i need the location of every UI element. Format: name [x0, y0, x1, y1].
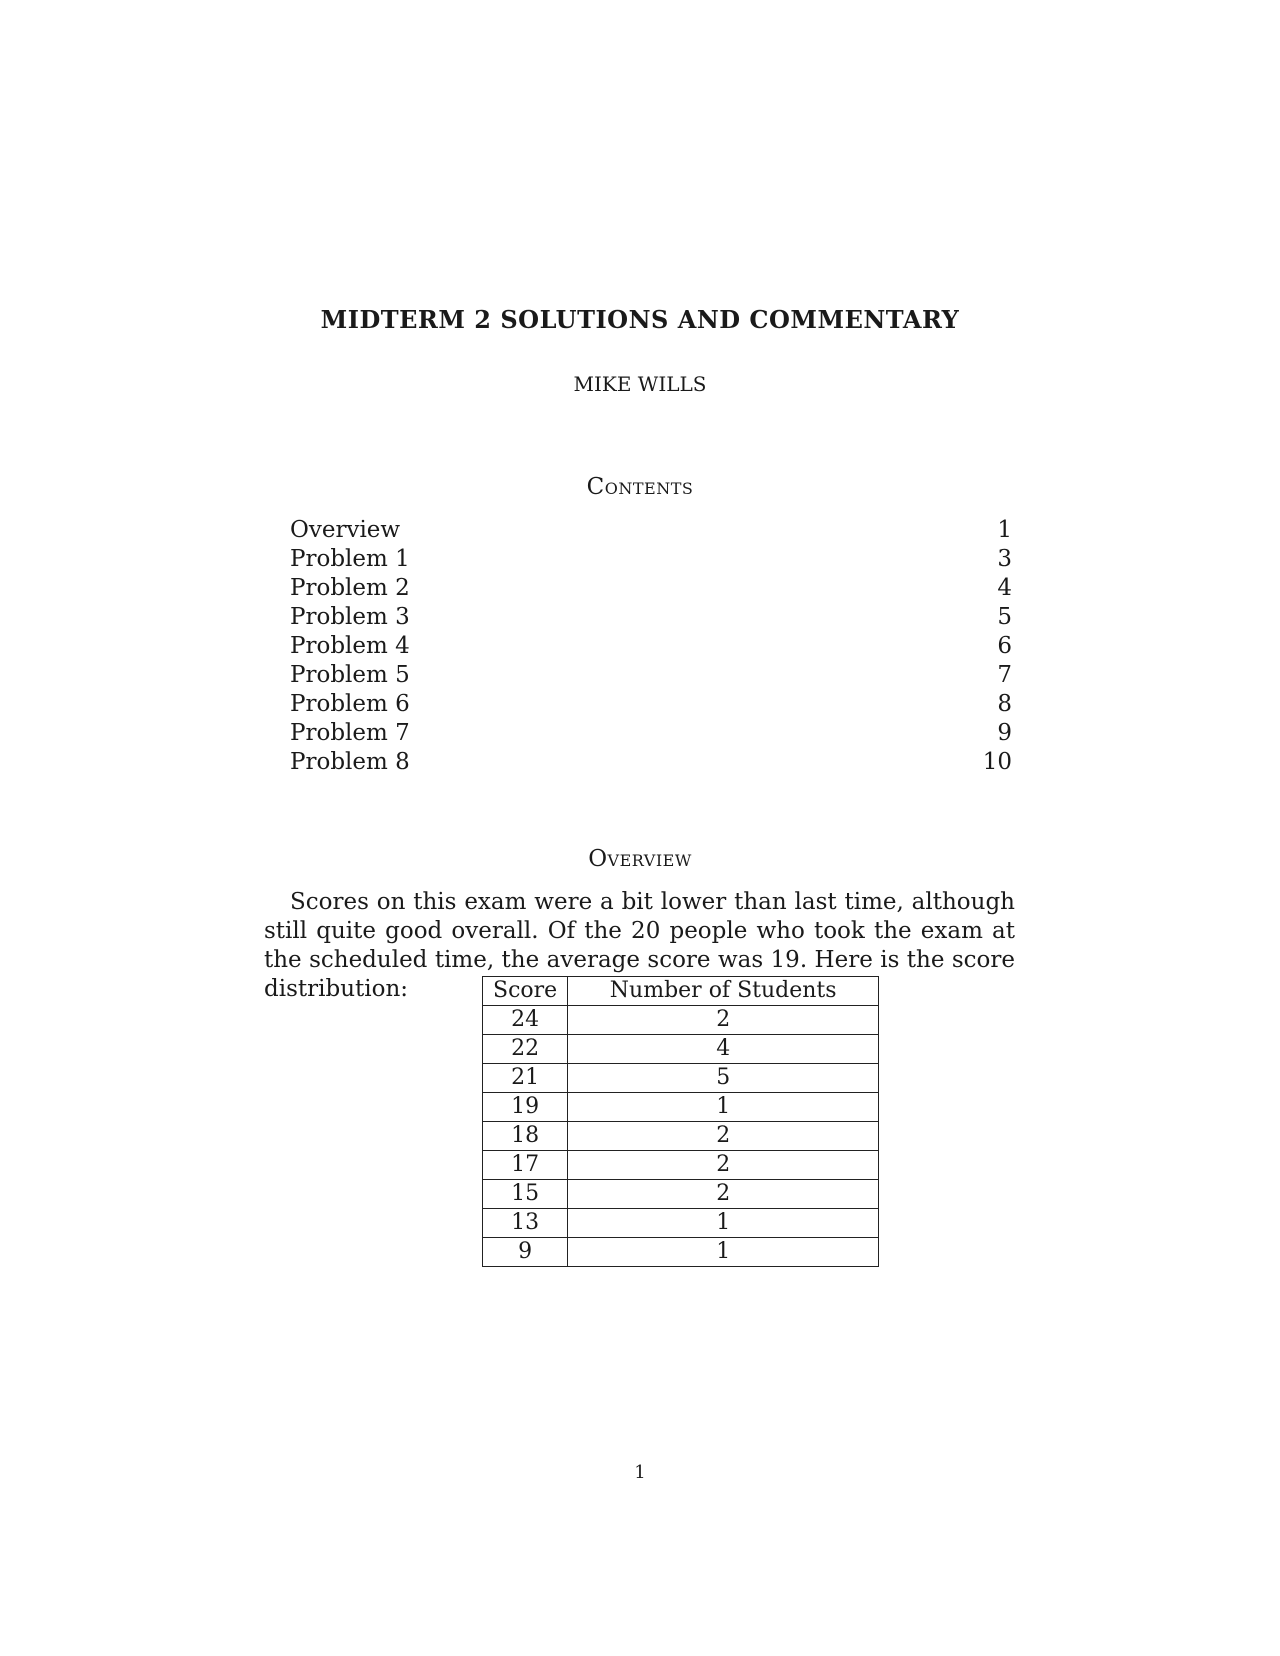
table-row	[483, 1006, 879, 1035]
toc-entry-page: 3	[997, 546, 1012, 572]
count-cell: 1	[568, 1209, 879, 1238]
toc-entry-label: Problem 7	[290, 720, 410, 746]
count-cell: 2	[568, 1122, 879, 1151]
score-cell: 24	[483, 1006, 568, 1035]
score-distribution-table	[482, 976, 879, 1267]
count-cell: 2	[568, 1006, 879, 1035]
toc-entry-page: 10	[982, 749, 1012, 775]
toc-entry-page: 5	[997, 604, 1012, 630]
score-cell: 15	[483, 1180, 568, 1209]
toc-entry-page: 6	[997, 633, 1012, 659]
count-cell: 5	[568, 1064, 879, 1093]
count-cell: 1	[568, 1093, 879, 1122]
score-cell: 13	[483, 1209, 568, 1238]
toc-entry-label: Problem 2	[290, 575, 410, 601]
toc-entry-page: 4	[997, 575, 1012, 601]
toc-entry	[290, 545, 1012, 574]
count-cell: 4	[568, 1035, 879, 1064]
score-cell: 18	[483, 1122, 568, 1151]
toc-entry-page: 9	[997, 720, 1012, 746]
table-row	[483, 1180, 879, 1209]
toc-entry-label: Problem 8	[290, 749, 410, 775]
score-cell: 17	[483, 1151, 568, 1180]
score-cell: 21	[483, 1064, 568, 1093]
table-row	[483, 1093, 879, 1122]
table-header-row	[483, 977, 879, 1006]
toc-entry	[290, 748, 1012, 777]
toc-entry-label: Problem 6	[290, 691, 410, 717]
table-row	[483, 1064, 879, 1093]
count-cell: 2	[568, 1151, 879, 1180]
score-cell: 22	[483, 1035, 568, 1064]
toc-entry-label: Problem 1	[290, 546, 410, 572]
toc-entry	[290, 690, 1012, 719]
column-header-score: Score	[483, 977, 568, 1006]
toc-entry-page: 8	[997, 691, 1012, 717]
toc-entry-label: Overview	[290, 517, 401, 543]
toc-entry	[290, 719, 1012, 748]
document-title: MIDTERM 2 SOLUTIONS AND COMMENTARY	[320, 305, 960, 334]
page-number: 1	[634, 1462, 646, 1483]
table-row	[483, 1151, 879, 1180]
table-row	[483, 1238, 879, 1267]
count-cell: 1	[568, 1238, 879, 1267]
toc-entry	[290, 574, 1012, 603]
toc-entry	[290, 632, 1012, 661]
overview-heading: Overview	[588, 846, 692, 872]
table-row	[483, 1035, 879, 1064]
toc-entry-label: Problem 3	[290, 604, 410, 630]
toc-entry	[290, 661, 1012, 690]
table-row	[483, 1122, 879, 1151]
author-name: MIKE WILLS	[573, 372, 707, 396]
toc-entry-label: Problem 5	[290, 662, 410, 688]
contents-heading: Contents	[586, 474, 694, 500]
score-cell: 19	[483, 1093, 568, 1122]
overview-paragraph: Scores on this exam were a bit lower than last time, although still quite good overall. Of the 20 people who took the exam at the scheduled time, the average score was 19. Here is the score distribution:	[264, 889, 1015, 1002]
table-row	[483, 1209, 879, 1238]
toc-entry-page: 7	[997, 662, 1012, 688]
toc-entry-page: 1	[997, 517, 1012, 543]
score-cell: 9	[483, 1238, 568, 1267]
toc-entry	[290, 603, 1012, 632]
count-cell: 2	[568, 1180, 879, 1209]
column-header-number-of-students: Number of Students	[568, 977, 879, 1006]
table-of-contents	[290, 516, 1012, 777]
toc-entry	[290, 516, 1012, 545]
toc-entry-label: Problem 4	[290, 633, 410, 659]
